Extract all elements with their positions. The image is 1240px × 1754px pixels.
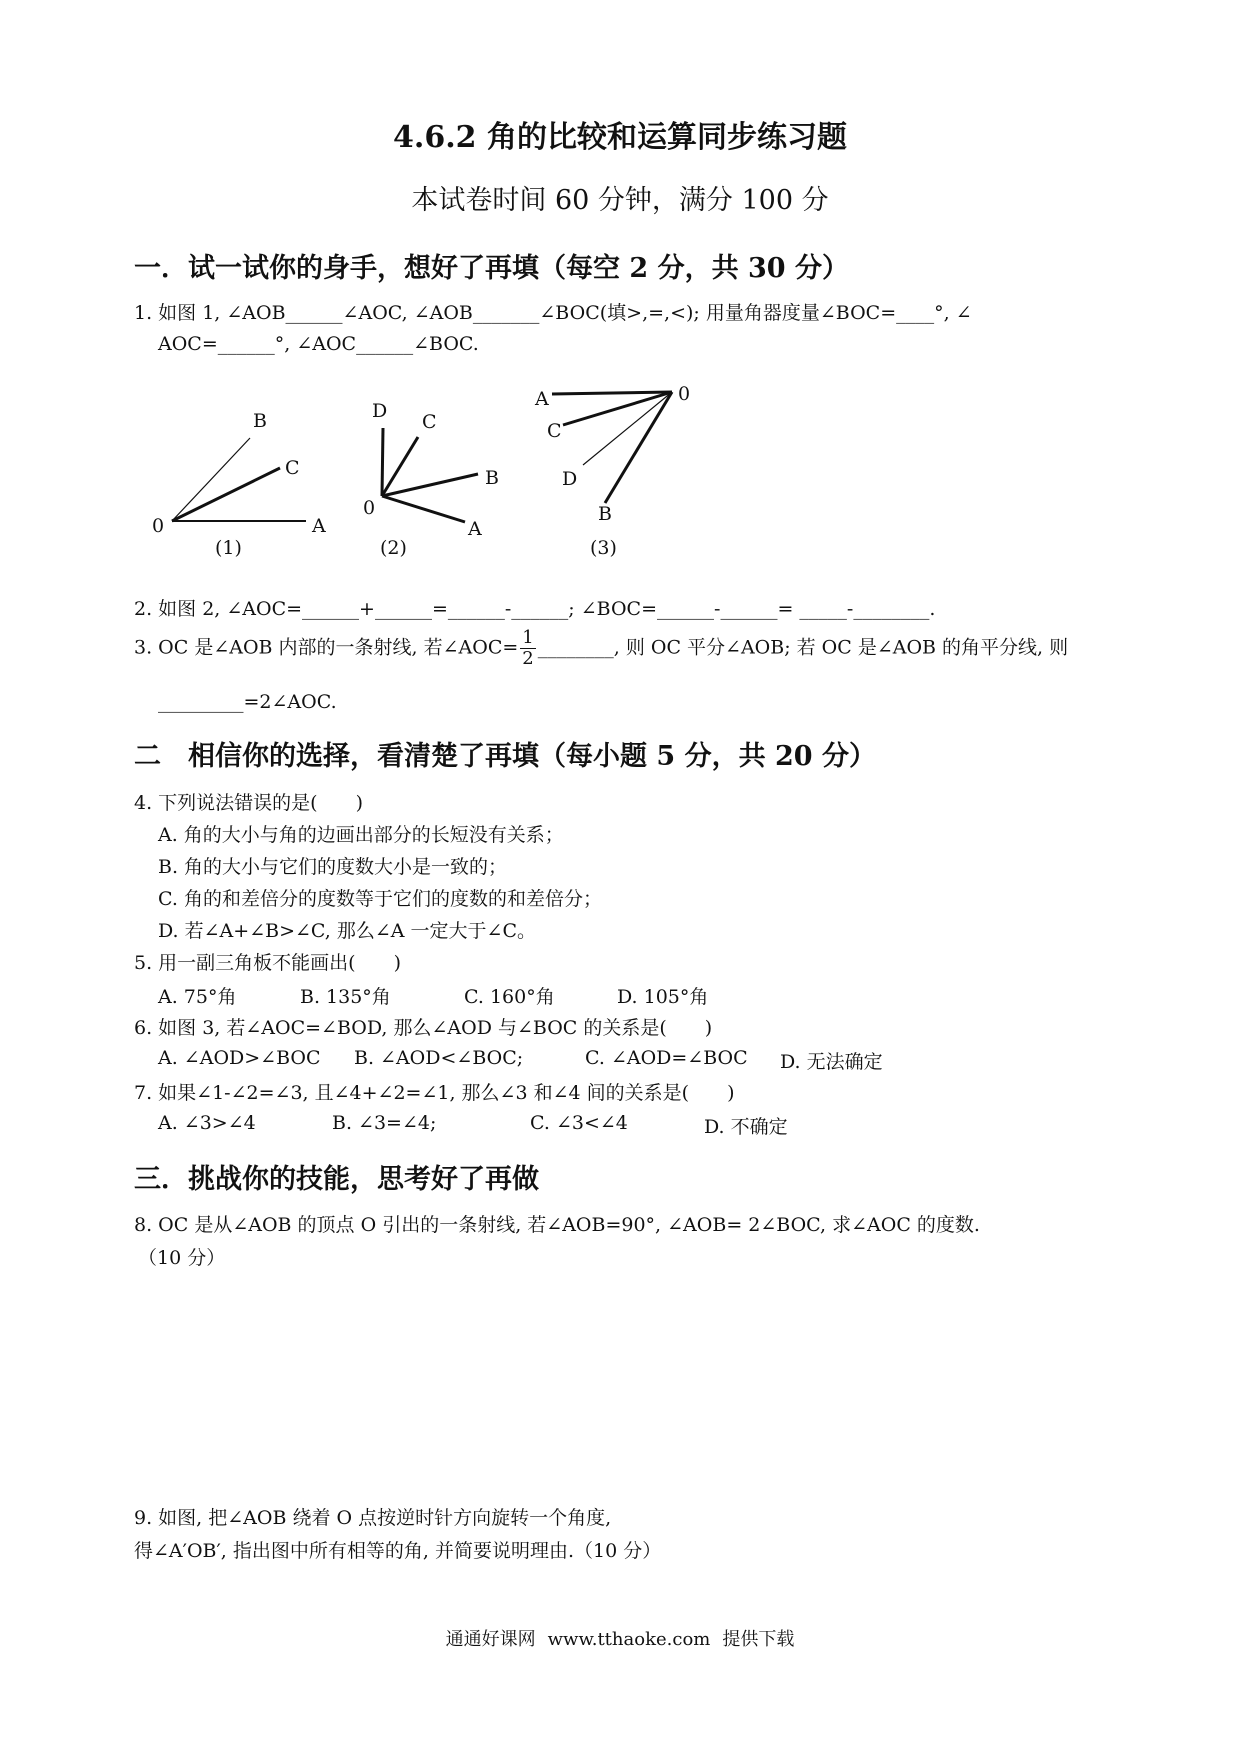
question-7-option-d: D. 不确定 [704,1116,788,1138]
page-subtitle: 本试卷时间 60 分钟，满分 100 分 [411,185,829,216]
question-6-option-c: C. ∠AOD=∠BOC [585,1047,748,1069]
question-6: 6. 如图 3, 若∠AOC=∠BOD, 那么∠AOD 与∠BOC 的关系是( ) [134,1017,713,1039]
fig3-label-c: C [547,420,562,442]
question-7: 7. 如果∠1-∠2=∠3, 且∠4+∠2=∠1, 那么∠3 和∠4 间的关系是( ) [134,1082,735,1104]
section-1-heading: 一．试一试你的身手，想好了再填（每空 2 分，共 30 分） [134,253,849,284]
fig1-label-c: C [285,457,300,479]
fig2-label-d: D [372,400,388,422]
question-3-line-1 [134,628,1068,669]
question-3-line-2: _________=2∠AOC. [158,691,337,713]
question-5-option-d: D. 105°角 [617,986,709,1008]
page-footer [0,1625,1240,1651]
question-7-option-a: A. ∠3>∠4 [158,1112,256,1134]
fig2-ray-ob [382,474,478,496]
section-2-heading: 二 相信你的选择，看清楚了再填（每小题 5 分，共 20 分） [134,741,876,772]
fig2-label-o: 0 [363,497,376,519]
fig2-ray-od [382,428,383,496]
fig3-label-a: A [535,388,549,410]
footer-url[interactable]: www.tthaoke.com [547,1629,711,1650]
question-5: 5. 用一副三角板不能画出( ) [134,952,401,974]
fig2-caption: (2) [380,537,407,559]
question-7-option-c: C. ∠3<∠4 [530,1112,628,1134]
question-4-option-c: C. 角的和差倍分的度数等于它们的度数的和差倍分； [158,888,602,910]
fig3-ray-od [583,392,672,465]
question-9-line-1: 9. 如图, 把∠AOB 绕着 O 点按逆时针方向旋转一个角度, [134,1507,612,1529]
question-7-option-b: B. ∠3=∠4; [332,1112,437,1134]
fraction-numerator: 1 [522,627,534,648]
page-title: 4.6.2 角的比较和运算同步练习题 [393,120,847,155]
question-1-line-1: 1. 如图 1, ∠AOB______∠AOC, ∠AOB_______∠BOC(填>,=,<); 用量角器度量∠BOC=____°, ∠ [134,302,972,324]
fraction-one-half [520,628,535,669]
question-2: 2. 如图 2, ∠AOC=______+______=______-______; ∠BOC=______-______= _____-________. [134,598,936,620]
fig1-label-a: A [312,515,326,537]
question-4: 4. 下列说法错误的是( ) [134,792,363,814]
question-1-line-2: AOC=______°, ∠AOC______∠BOC. [158,333,479,355]
fig3-caption: (3) [590,537,617,559]
figure-1 [172,438,306,521]
question-5-option-c: C. 160°角 [464,986,555,1008]
fig1-caption: (1) [215,537,242,559]
fig1-ray-ob [172,438,250,521]
fig3-label-b: B [598,503,612,525]
question-6-option-b: B. ∠AOD<∠BOC; [354,1047,524,1069]
question-8-line-2: （10 分） [138,1247,226,1269]
fig2-label-b: B [485,467,499,489]
fig2-label-c: C [422,411,437,433]
question-4-option-d: D. 若∠A+∠B>∠C, 那么∠A 一定大于∠C。 [158,920,536,942]
fig3-ray-oa [552,392,672,394]
fig3-label-d: D [562,468,578,490]
fig3-label-o: 0 [678,383,691,405]
question-5-option-a: A. 75°角 [158,986,237,1008]
figure-2 [382,428,478,522]
question-4-option-b: B. 角的大小与它们的度数大小是一致的； [158,856,508,878]
fig2-ray-oc [382,437,418,496]
fig1-label-b: B [253,410,267,432]
question-3-text-2: ________, 则 OC 平分∠AOB; 若 OC 是∠AOB 的角平分线, 则 [537,636,1069,659]
question-8-line-1: 8. OC 是从∠AOB 的顶点 O 引出的一条射线, 若∠AOB=90°, ∠AOB= 2∠BOC, 求∠AOC 的度数. [134,1214,980,1236]
question-4-option-a: A. 角的大小与角的边画出部分的长短没有关系； [158,824,564,846]
question-6-option-a: A. ∠AOD>∠BOC [158,1047,321,1069]
question-3-text-1: 3. OC 是∠AOB 内部的一条射线, 若∠AOC= [134,636,519,659]
footer-site-name: 通通好课网 [445,1629,536,1650]
question-9-line-2: 得∠A′OB′, 指出图中所有相等的角, 并简要说明理由.（10 分） [134,1540,662,1562]
fig2-ray-oa [382,496,465,522]
question-6-option-d: D. 无法确定 [780,1051,883,1073]
fig1-label-o: 0 [152,515,165,537]
fraction-denominator: 2 [522,648,534,669]
question-5-option-b: B. 135°角 [300,986,391,1008]
fig1-ray-oc [172,468,280,521]
section-3-heading: 三．挑战你的技能，思考好了再做 [134,1164,539,1195]
footer-note: 提供下载 [722,1629,795,1650]
fig2-label-a: A [468,518,482,540]
